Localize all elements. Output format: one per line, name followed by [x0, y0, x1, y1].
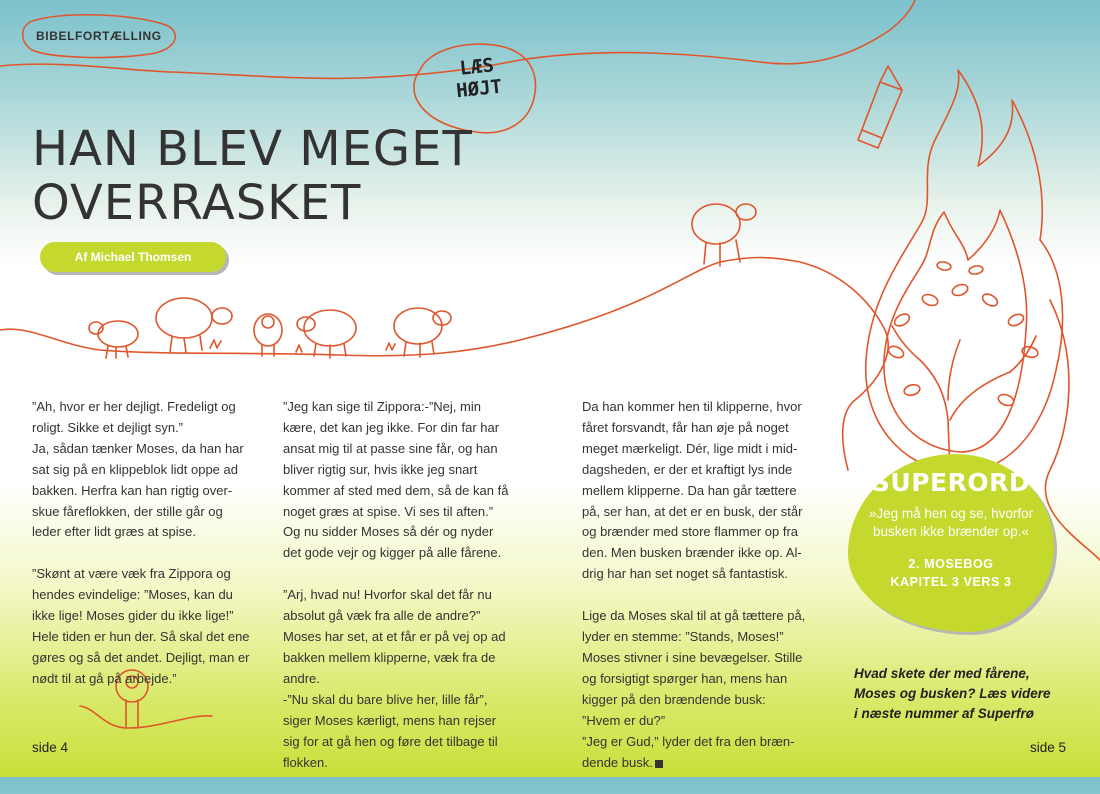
teaser-line-2: Moses og busken? Læs videre — [854, 686, 1051, 701]
section-tag: BIBELFORTÆLLING — [36, 29, 162, 43]
read-aloud-stamp — [436, 52, 520, 104]
superord-box — [848, 454, 1054, 632]
next-issue-teaser — [854, 664, 1074, 724]
title-line-1: HAN BLEV MEGET — [32, 121, 473, 177]
text-column-3 — [582, 397, 844, 794]
text-column-2 — [283, 397, 545, 794]
page-number-right: side 5 — [1030, 740, 1067, 755]
page-number-left: side 4 — [32, 740, 69, 755]
paragraph: ”Jeg kan sige til Zippora:-”Nej, min kære, det kan jeg ikke. For din far har ansat mig til at passe sine får, og han bliver rigtig sur, hvis ikke jeg snart kommer af sted med dem, så de kan få noget græs at spise. Vi ses til aften.” Og nu sidder Moses så dér og nyder det gode vejr og kigger på alle fårene. — [283, 399, 509, 561]
bush-trunk — [920, 340, 1010, 470]
pencil-icon — [858, 66, 902, 148]
paragraph-text: Lige da Moses skal til at gå tættere på, lyder en stemme: ”Stands, Moses!” Moses stivner i sine bevægelser. Stille og forsigtigt spørger han, mens han kigger på den brændende busk: ”Hvem er du?” ”Jeg er Gud,” lyder det fra den bræn- dende busk. — [582, 608, 806, 770]
superord-reference — [848, 555, 1054, 591]
paragraph: Da han kommer hen til klipperne, hvor fåret forsvandt, får han øje på noget meget mærkeligt. Dér, lige midt i mid- dagsheden, er der et kraftigt lys inde mellem klipperne. Da han går tættere på, ser han, at det er en busk, der står og brænder med store flammer op fra den. Men busken brænder ikke op. Al- drig har han set noget så fantastisk. — [582, 399, 803, 582]
paragraph: ”Arj, hvad nu! Hvorfor skal det får nu absolut gå væk fra alle de andre?” Moses har set, at et får er på vej op ad bakken mellem klipperne, væk fra de andre. -”Nu skal du bare blive her, lille får”, siger Moses kærligt, mens han rejser sig for at gå hen og føre det tilbage til flokken. — [283, 587, 506, 770]
paragraph: ”Ah, hvor er her dejligt. Fredeligt og roligt. Sikke et dejligt syn.” Ja, sådan tænker Moses, da han har sat sig på en klippeblok lidt oppe ad bakken. Herfra kan han rigtig over- skue fåreflokken, der stille går og leder efter lidt græs at spise. — [32, 399, 244, 540]
hill-sheep — [692, 204, 756, 266]
paragraph: ”Skønt at være væk fra Zippora og hendes evindelige: ”Moses, kan du ikke lige! Moses gider du ikke lige!” Hele tiden er hun der. Så skal det ene gøres og så det andet. Dejligt, man er nødt til at gå på arbejde.” — [32, 566, 250, 686]
page-title — [32, 122, 473, 230]
author-badge: Af Michael Thomsen — [40, 242, 226, 272]
burning-bush — [866, 70, 1063, 472]
sheep-flock — [89, 298, 451, 358]
bush-string — [1045, 300, 1100, 560]
reference-line-1: 2. MOSEBOG — [908, 557, 994, 571]
end-mark-icon — [655, 760, 663, 768]
stamp-line-2: HØJT — [455, 75, 504, 103]
text-column-1 — [32, 397, 294, 711]
teaser-line-1: Hvad skete der med fårene, — [854, 666, 1030, 681]
inner-flame — [884, 210, 1027, 452]
teaser-line-3: i næste nummer af Superfrø — [854, 706, 1035, 721]
title-line-2: OVERRASKET — [32, 175, 362, 231]
superord-quote: »Jeg må hen og se, hvorfor busken ikke brænder op.« — [868, 506, 1034, 539]
stamp-line-1: LÆS — [458, 54, 496, 80]
reference-line-2: KAPITEL 3 VERS 3 — [890, 575, 1012, 589]
outer-flame — [866, 70, 1063, 472]
bush-leaves — [887, 261, 1039, 408]
paragraph-last — [582, 606, 844, 773]
superord-title: SUPERORD — [871, 468, 1031, 497]
